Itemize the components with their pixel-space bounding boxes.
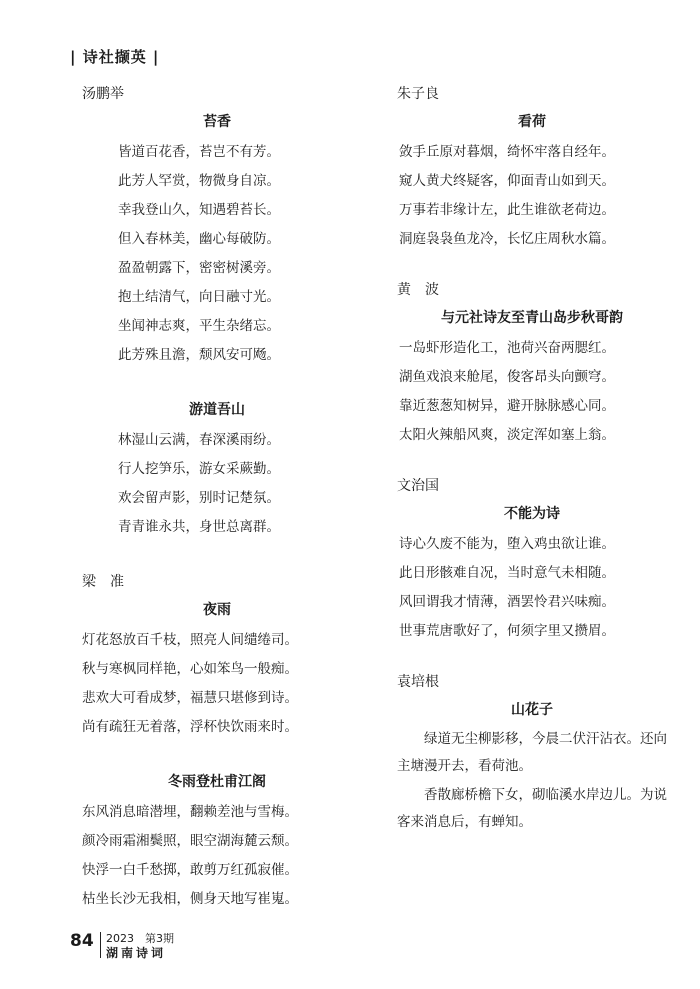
poet-name: 袁培根 — [397, 674, 439, 690]
poem — [397, 308, 667, 450]
poem — [82, 772, 352, 914]
poem-line: 窥人黄犬终疑客，仰面青山如到天。 — [399, 173, 615, 189]
poem-line: 东风消息暗潜埋，翻赖差池与雪梅。 — [82, 804, 298, 820]
poem-line: 但入春林美，幽心每破防。 — [118, 231, 280, 247]
poem-line: 幸我登山久，知遇碧苔长。 — [118, 202, 280, 218]
poem-title: 山花子 — [511, 702, 553, 718]
poet-name: 汤鹏举 — [82, 86, 124, 102]
poem-line: 行人挖笋乐，游女采蕨勤。 — [118, 461, 280, 477]
poem-line: 靠近葱葱知树异，避开脉脉感心同。 — [399, 398, 615, 414]
poem — [82, 400, 352, 542]
footer-divider — [100, 932, 101, 958]
poet-name: 朱子良 — [397, 86, 439, 102]
poem-title: 苔香 — [203, 114, 231, 130]
poem-line: 秋与寒枫同样艳，心如笨鸟一般痴。 — [82, 661, 298, 677]
poem-line: 坐闻神志爽，平生杂绪忘。 — [118, 318, 280, 334]
poem-line: 世事荒唐歌好了，何须字里又攒眉。 — [399, 623, 615, 639]
poem — [397, 112, 667, 254]
section-tag: | 诗社撷英 | — [70, 48, 160, 66]
poem-line: 湖鱼戏浪来舱尾，俊客昂头向颤穹。 — [399, 369, 615, 385]
poem-line: 悲欢大可看成梦，福慧只堪修到诗。 — [82, 690, 298, 706]
issue-label: 2023 第3期 — [106, 932, 174, 945]
right-column — [397, 84, 667, 838]
poem-line: 皆道百花香，苔岂不有芳。 — [118, 144, 280, 160]
poem — [397, 700, 667, 836]
poem-title: 游道吾山 — [189, 402, 245, 418]
page-number: 84 — [70, 931, 94, 951]
poem-title: 不能为诗 — [504, 506, 560, 522]
poem-line: 此芳人罕赏，物微身自凉。 — [118, 173, 280, 189]
poem-paragraph: 绿道无尘柳影移，今晨二伏汗沾衣。还向主塘漫开去，看荷池。 — [397, 731, 667, 774]
poem-title: 看荷 — [518, 114, 546, 130]
poem-line: 青青谁永共，身世总离群。 — [118, 519, 280, 535]
poem-line: 风回谓我才情薄，酒罢怜君兴味痴。 — [399, 594, 615, 610]
poem-title: 冬雨登杜甫江阁 — [168, 774, 266, 790]
poem-line: 快浮一白千愁掷，敢剪万红孤寂催。 — [82, 862, 298, 878]
left-column — [82, 84, 352, 914]
poem-line: 敛手丘原对暮烟，绮怀牢落自经年。 — [399, 144, 615, 160]
poem-line: 灯花怒放百千枝，照亮人间缱绻司。 — [82, 632, 298, 648]
poet-name: 文治国 — [397, 478, 439, 494]
poet-name: 黄 波 — [397, 282, 439, 298]
poem-line: 尚有疏狂无着落，浮杯快饮雨来时。 — [82, 719, 298, 735]
poem-line: 诗心久废不能为，堕入鸡虫欲让谁。 — [399, 536, 615, 552]
poem-line: 此芳殊且澹，颓风安可飏。 — [118, 347, 280, 363]
magazine-name: 湖南诗词 — [106, 946, 167, 960]
poem-line: 一岛虾形造化工，池荷兴奋两腮红。 — [399, 340, 615, 356]
poem — [82, 600, 352, 742]
poem-line: 欢会留声影，别时记楚氛。 — [118, 490, 280, 506]
poem-line: 颜冷雨霜湘鬓照，眼空湖海麓云颓。 — [82, 833, 298, 849]
poem-line: 洞庭袅袅鱼龙冷，长忆庄周秋水篇。 — [399, 231, 615, 247]
poem-title: 与元社诗友至青山岛步秋哥韵 — [441, 310, 623, 326]
poem-line: 太阳火辣船风爽，淡定浑如塞上翁。 — [399, 427, 615, 443]
poem-line: 盈盈朝露下，密密树溪旁。 — [118, 260, 280, 276]
poet-name: 梁 准 — [82, 574, 124, 590]
poem-paragraph: 香散廊桥檐下女，砌临溪水岸边儿。为说客来消息后，有蝉知。 — [397, 787, 667, 830]
poem-line: 枯坐长沙无我相，侧身天地写崔嵬。 — [82, 891, 298, 907]
poem-line: 此日形骸难自况，当时意气未相随。 — [399, 565, 615, 581]
poem-line: 林湿山云满，春深溪雨纷。 — [118, 432, 280, 448]
poem-line: 抱土结清气，向日融寸光。 — [118, 289, 280, 305]
poem — [397, 504, 667, 646]
poem-title: 夜雨 — [203, 602, 231, 618]
poem — [82, 112, 352, 370]
poem-line: 万事若非缘计左，此生谁欲老荷边。 — [399, 202, 615, 218]
